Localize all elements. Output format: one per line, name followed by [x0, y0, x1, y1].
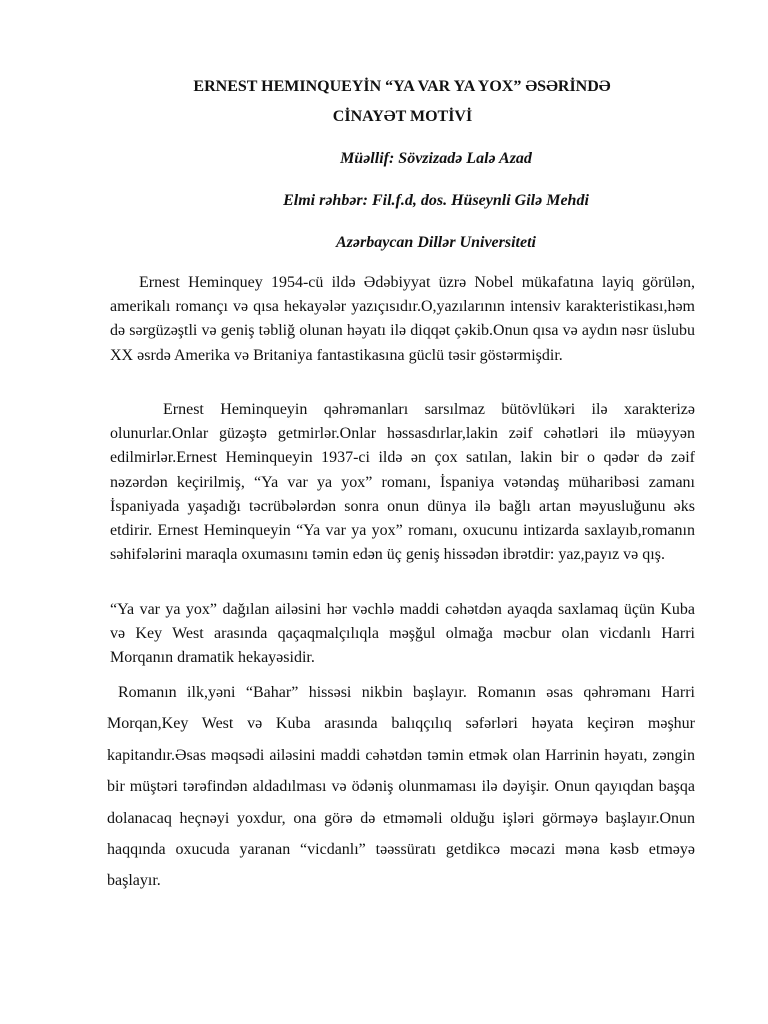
university-line: Azərbaycan Dillər Universiteti: [336, 234, 536, 251]
supervisor-line: Elmi rəhbər: Fil.f.d, dos. Hüseynli Gilə Mehdi: [283, 192, 589, 209]
body-paragraph-3: “Ya var ya yox” dağılan ailəsini hər vəchlə maddi cəhətdən ayaqda saxlamaq üçün Kuba və Key West arasında qaçaqmalçılıqla məşğul olmağa məcbur olan vicdanlı Harri Morqanın dramatik hekayəsidir.: [110, 601, 695, 667]
body-paragraph-1: Ernest Heminquey 1954-cü ildə Ədəbiyyat üzrə Nobel mükafatına layiq görülən, amerikalı romançı və qısa hekayələr yazıçısıdır.O,yazılarının intensiv karakteristikası,həm də sərgüzəştli və geniş təbliğ olunan həyatı ilə diqqət çəkib.Onun qısa və aydın nəsr üslubu XX əsrdə Amerika və Britaniya fantastikasına güclü təsir göstərmişdir.: [110, 274, 695, 364]
author-line: Müəllif: Sövzizadə Lalə Azad: [340, 150, 532, 167]
body-paragraph-4: Romanın ilk,yəni “Bahar” hissəsi nikbin başlayır. Romanın əsas qəhrəmanı Harri Morqan,Key West və Kuba arasında balıqçılıq səfərləri həyata keçirən məşhur kapitandır.Əsas məqsədi ailəsini maddi cəhətdən təmin etmək olan Harrinin həyatı, zəngin bir müştəri tərəfindən aldadılması və ödəniş olunmaması ilə dəyişir. Onun qayıqdan başqa dolanacaq heçnəyi yoxdur, ona görə də etməməli olduğu işləri görməyə başlayır.Onun haqqında oxucuda yaranan “vicdanlı” təəssüratı getdikcə məcazi məna kəsb etməyə başlayır.: [107, 684, 695, 890]
document-title-line-2: CİNAYƏT MOTİVİ: [332, 108, 473, 125]
body-paragraph-2: Ernest Heminqueyin qəhrəmanları sarsılmaz bütövlükəri ilə xarakterizə olunurlar.Onlar güzəştə getmirlər.Onlar həssasdırlar,lakin zəif cəhətləri ilə müəyyən edilmirlər.Ernest Heminqueyin 1937-ci ildə ən çox satılan, lakin bir o qədər də zəif nəzərdən keçirilmiş, “Ya var ya yox” romanı, İspaniya vətəndaş müharibəsi zamanı İspaniyada yaşadığı təcrübələrdən sonra onun dünya ilə bağlı artan məyusluğunu əks etdirir. Ernest Heminqueyin “Ya var ya yox” romanı, oxucunu intizarda saxlayıb,romanın səhifələrini maraqla oxumasını təmin edən üç geniş hissədən ibrətdir: yaz,payız və qış.: [110, 401, 695, 564]
document-title-line-1: ERNEST HEMINQUEYİN “YA VAR YA YOX” ƏSƏRİNDƏ: [193, 78, 611, 95]
